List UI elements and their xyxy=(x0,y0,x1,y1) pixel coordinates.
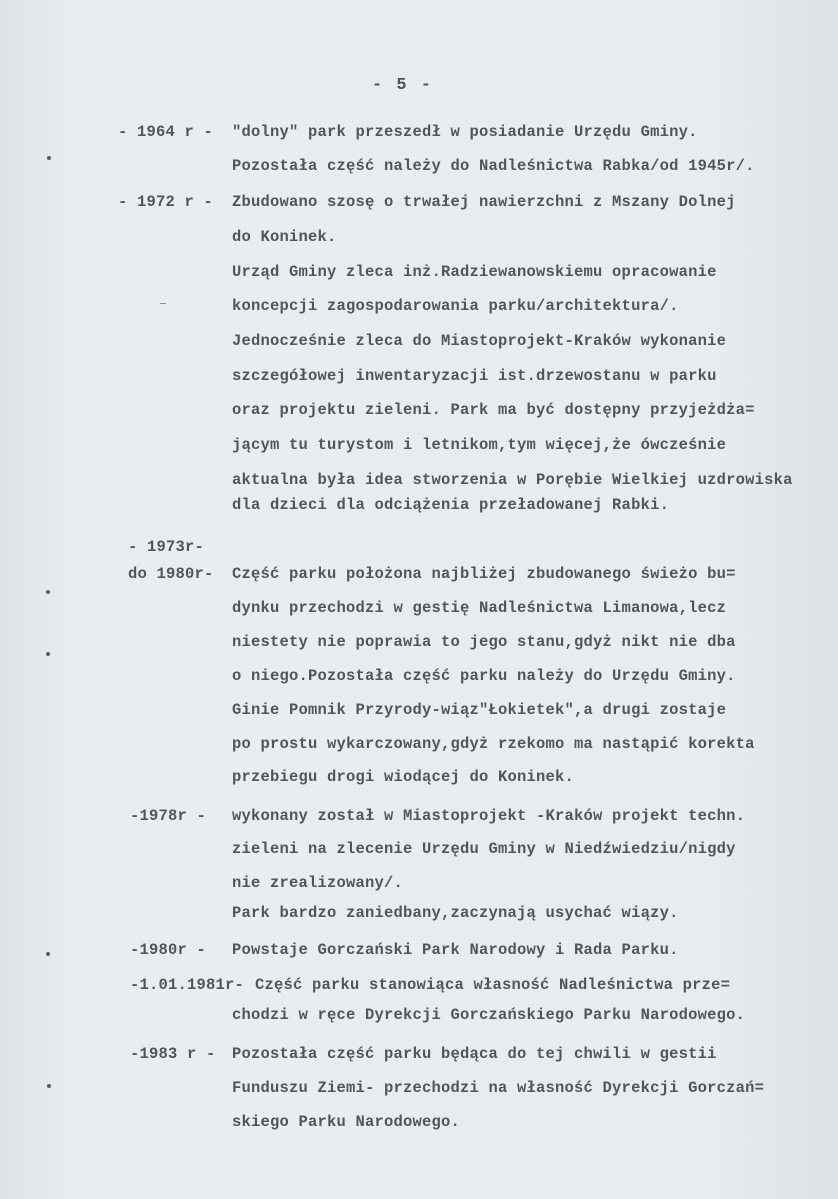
entry-date: -1983 r - xyxy=(130,1045,216,1063)
margin-dot xyxy=(47,1084,51,1088)
entry-text-line: skiego Parku Narodowego. xyxy=(232,1113,461,1131)
entry-text-line: przebiegu drogi wiodącej do Koninek. xyxy=(232,768,575,786)
entry-text-line: koncepcji zagospodarowania parku/architektura/. xyxy=(232,297,679,315)
entry-text-line: niestety nie poprawia to jego stanu,gdyż nikt nie dba xyxy=(232,633,736,651)
entry-text-line: Pozostała część należy do Nadleśnictwa Rabka/od 1945r/. xyxy=(232,157,755,175)
entry-text-line: do Koninek. xyxy=(232,228,337,246)
entry-text-line: Zbudowano szosę o trwałej nawierzchni z Mszany Dolnej xyxy=(232,193,736,211)
entry-text-line: jącym tu turystom i letnikom,tym więcej,że ówcześnie xyxy=(232,436,727,454)
entry-text-line: Jednocześnie zleca do Miastoprojekt-Kraków wykonanie xyxy=(232,332,727,350)
margin-dot xyxy=(46,652,50,656)
entry-text-line: Część parku położona najbliżej zbudowanego świeżo bu= xyxy=(232,565,736,583)
entry-date: -1978r - xyxy=(130,807,207,825)
entry-text-line: Powstaje Gorczański Park Narodowy i Rada Parku. xyxy=(232,941,679,959)
entry-date: -1.01.1981r- xyxy=(130,976,245,994)
margin-dot xyxy=(46,590,50,594)
page-number: - 5 - xyxy=(372,76,434,95)
entry-date: - 1964 r - xyxy=(118,123,214,141)
entry-text-line: wykonany został w Miastoprojekt -Kraków projekt techn. xyxy=(232,807,746,825)
entry-date: do 1980r- xyxy=(128,565,214,583)
entry-text-line: Urząd Gminy zleca inż.Radziewanowskiemu opracowanie xyxy=(232,263,717,281)
entry-date: - 1972 r - xyxy=(118,193,214,211)
entry-text-line: dynku przechodzi w gestię Nadleśnictwa Limanowa,lecz xyxy=(232,599,727,617)
stray-mark xyxy=(160,303,166,304)
entry-date: - 1973r- xyxy=(128,538,205,556)
entry-text-line: nie zrealizowany/. xyxy=(232,874,404,892)
entry-text-line: dla dzieci dla odciążenia przeładowanej Rabki. xyxy=(232,496,670,514)
entry-text-line: szczegółowej inwentaryzacji ist.drzewostanu w parku xyxy=(232,367,717,385)
entry-text-line: Pozostała część parku będąca do tej chwili w gestii xyxy=(232,1045,717,1063)
entry-text-line: "dolny" park przeszedł w posiadanie Urzędu Gminy. xyxy=(232,123,698,141)
entry-text-line: Funduszu Ziemi- przechodzi na własność Dyrekcji Gorczań= xyxy=(232,1079,765,1097)
entry-text-line: Ginie Pomnik Przyrody-wiąz"Łokietek",a drugi zostaje xyxy=(232,701,727,719)
margin-dot xyxy=(46,952,50,956)
entry-text-line: aktualna była idea stworzenia w Porębie Wielkiej uzdrowiska xyxy=(232,471,793,489)
entry-text-line: o niego.Pozostała część parku należy do Urzędu Gminy. xyxy=(232,667,736,685)
margin-dot xyxy=(47,156,51,160)
entry-date: -1980r - xyxy=(130,941,207,959)
entry-text-line: oraz projektu zieleni. Park ma być dostępny przyjeżdża= xyxy=(232,401,755,419)
entry-text-line: Park bardzo zaniedbany,zaczynają usychać wiązy. xyxy=(232,904,679,922)
entry-text-line: Część parku stanowiąca własność Nadleśnictwa prze= xyxy=(255,976,731,994)
entry-text-line: po prostu wykarczowany,gdyż rzekomo ma nastąpić korekta xyxy=(232,735,755,753)
entry-text-line: chodzi w ręce Dyrekcji Gorczańskiego Parku Narodowego. xyxy=(232,1006,746,1024)
entry-text-line: zieleni na zlecenie Urzędu Gminy w Niedźwiedziu/nigdy xyxy=(232,840,736,858)
